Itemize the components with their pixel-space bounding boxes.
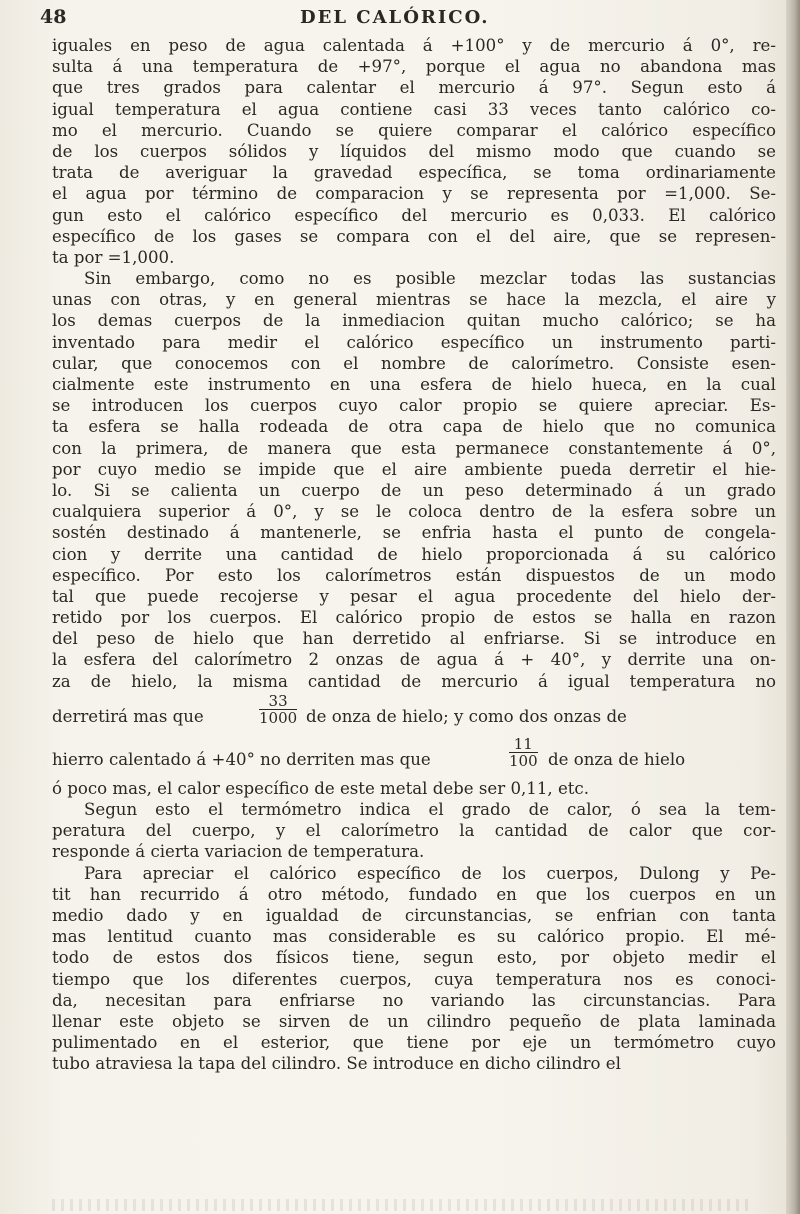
fraction-line-2-after: de onza de hielo bbox=[548, 749, 686, 769]
text-line: igual temperatura el agua contiene casi 33 veces tanto calórico co- bbox=[52, 99, 776, 119]
fraction-line-2-before: hierro calentado á +40° no derriten mas que bbox=[52, 749, 431, 769]
text-line: el agua por término de comparacion y se representa por =1,000. Se- bbox=[52, 184, 776, 204]
text-line: de los cuerpos sólidos y líquidos del mismo modo que cuando se bbox=[52, 141, 776, 161]
text-line: mo el mercurio. Cuando se quiere comparar el calórico específico bbox=[52, 120, 776, 140]
fraction-denominator: 100 bbox=[509, 751, 538, 770]
fraction-line-1-before: derretirá mas que bbox=[52, 706, 204, 726]
text-line: cular, que conocemos con el nombre de calorímetro. Consiste esen- bbox=[52, 353, 776, 373]
fraction-11-100 bbox=[509, 734, 538, 770]
page-edge-shadow bbox=[786, 0, 800, 1214]
text-line: los demas cuerpos de la inmediacion quitan mucho calórico; se ha bbox=[52, 311, 776, 331]
text-line: tubo atraviesa la tapa del cilindro. Se introduce en dicho cilindro el bbox=[52, 1054, 621, 1074]
fraction-line-1 bbox=[52, 692, 776, 735]
page-number: 48 bbox=[40, 6, 67, 28]
text-line: peratura del cuerpo, y el calorímetro la cantidad de calor que cor- bbox=[52, 821, 776, 841]
text-line: con la primera, de manera que esta permanece constantemente á 0°, bbox=[52, 438, 776, 458]
text-line: Para apreciar el calórico específico de los cuerpos, Dulong y Pe- bbox=[84, 863, 776, 883]
text-line: específico de los gases se compara con el del aire, que se represen- bbox=[52, 226, 776, 246]
text-line: específico. Por esto los calorímetros están dispuestos de un modo bbox=[52, 565, 776, 585]
text-line: ó poco mas, el calor específico de este metal debe ser 0,11, etc. bbox=[52, 778, 589, 798]
text-line: inventado para medir el calórico específico un instrumento parti- bbox=[52, 332, 776, 352]
text-line: tit han recurrido á otro método, fundado en que los cuerpos en un bbox=[52, 884, 776, 904]
text-line: llenar este objeto se sirven de un cilindro pequeño de plata laminada bbox=[52, 1011, 776, 1031]
text-line: gun esto el calórico específico del mercurio es 0,033. El calórico bbox=[52, 205, 776, 225]
fraction-line-1-after: de onza de hielo; y como dos onzas de bbox=[306, 706, 627, 726]
text-line: Sin embargo, como no es posible mezclar todas las sustancias bbox=[84, 269, 776, 289]
running-head: DEL CALÓRICO. bbox=[300, 7, 490, 28]
text-line: ta esfera se halla rodeada de otra capa de hielo que no comunica bbox=[52, 417, 776, 437]
text-line: tiempo que los diferentes cuerpos, cuya temperatura nos es conoci- bbox=[52, 969, 776, 989]
fraction-numerator: 33 bbox=[259, 694, 297, 710]
text-line: trata de averiguar la gravedad específica, se toma ordinariamente bbox=[52, 163, 776, 183]
text-line: se introducen los cuerpos cuyo calor propio se quiere apreciar. Es- bbox=[52, 396, 776, 416]
text-line: que tres grados para calentar el mercurio á 97°. Segun esto á bbox=[52, 78, 776, 98]
text-line: lo. Si se calienta un cuerpo de un peso determinado á un grado bbox=[52, 480, 776, 500]
text-line: iguales en peso de agua calentada á +100° y de mercurio á 0°, re- bbox=[52, 36, 776, 55]
text-line: responde á cierta variacion de temperatura. bbox=[52, 842, 425, 862]
text-line: Segun esto el termómetro indica el grado de calor, ó sea la tem- bbox=[84, 800, 776, 819]
paragraph-block-a bbox=[52, 35, 776, 692]
fraction-denominator: 1000 bbox=[259, 708, 298, 727]
text-line: sulta á una temperatura de +97°, porque el agua no abandona mas bbox=[52, 57, 776, 77]
text-line: cualquiera superior á 0°, y se le coloca dentro de la esfera sobre un bbox=[52, 502, 776, 522]
text-line: da, necesitan para enfriarse no variando las circunstancias. Para bbox=[52, 990, 776, 1010]
text-line: pulimentado en el esterior, que tiene por eje un termómetro cuyo bbox=[52, 1033, 776, 1053]
text-line: todo de estos dos físicos tiene, segun esto, por objeto medir el bbox=[52, 948, 776, 968]
body-text bbox=[52, 35, 776, 1074]
text-line: unas con otras, y en general mientras se hace la mezcla, el aire y bbox=[52, 290, 776, 310]
text-line: retido por los cuerpos. El calórico propio de estos se halla en razon bbox=[52, 608, 776, 628]
text-line: sostén destinado á mantenerle, se enfria hasta el punto de congela- bbox=[52, 523, 776, 543]
paragraph-block-b bbox=[52, 778, 776, 1075]
text-line: ta por =1,000. bbox=[52, 247, 175, 267]
cropped-bottom-line bbox=[52, 1199, 752, 1211]
text-line: del peso de hielo que han derretido al enfriarse. Si se introduce en bbox=[52, 629, 776, 649]
text-line: mas lentitud cuanto mas considerable es su calórico propio. El mé- bbox=[52, 927, 776, 947]
fraction-numerator: 11 bbox=[509, 737, 538, 753]
text-line: la esfera del calorímetro 2 onzas de agua á + 40°, y derrite una on- bbox=[52, 650, 776, 670]
text-line: medio dado y en igualdad de circunstancias, se enfrian con tanta bbox=[52, 905, 776, 925]
fraction-line-2 bbox=[52, 735, 776, 778]
text-line: tal que puede recojerse y pesar el agua procedente del hielo der- bbox=[52, 586, 776, 606]
fraction-33-1000 bbox=[259, 691, 298, 727]
text-line: cialmente este instrumento en una esfera de hielo hueca, en la cual bbox=[52, 375, 776, 394]
text-line: za de hielo, la misma cantidad de mercurio á igual temperatura no bbox=[52, 671, 776, 691]
text-line: por cuyo medio se impide que el aire ambiente pueda derretir el hie- bbox=[52, 459, 776, 479]
text-line: cion y derrite una cantidad de hielo proporcionada á su calórico bbox=[52, 544, 776, 564]
page-header bbox=[40, 6, 760, 36]
